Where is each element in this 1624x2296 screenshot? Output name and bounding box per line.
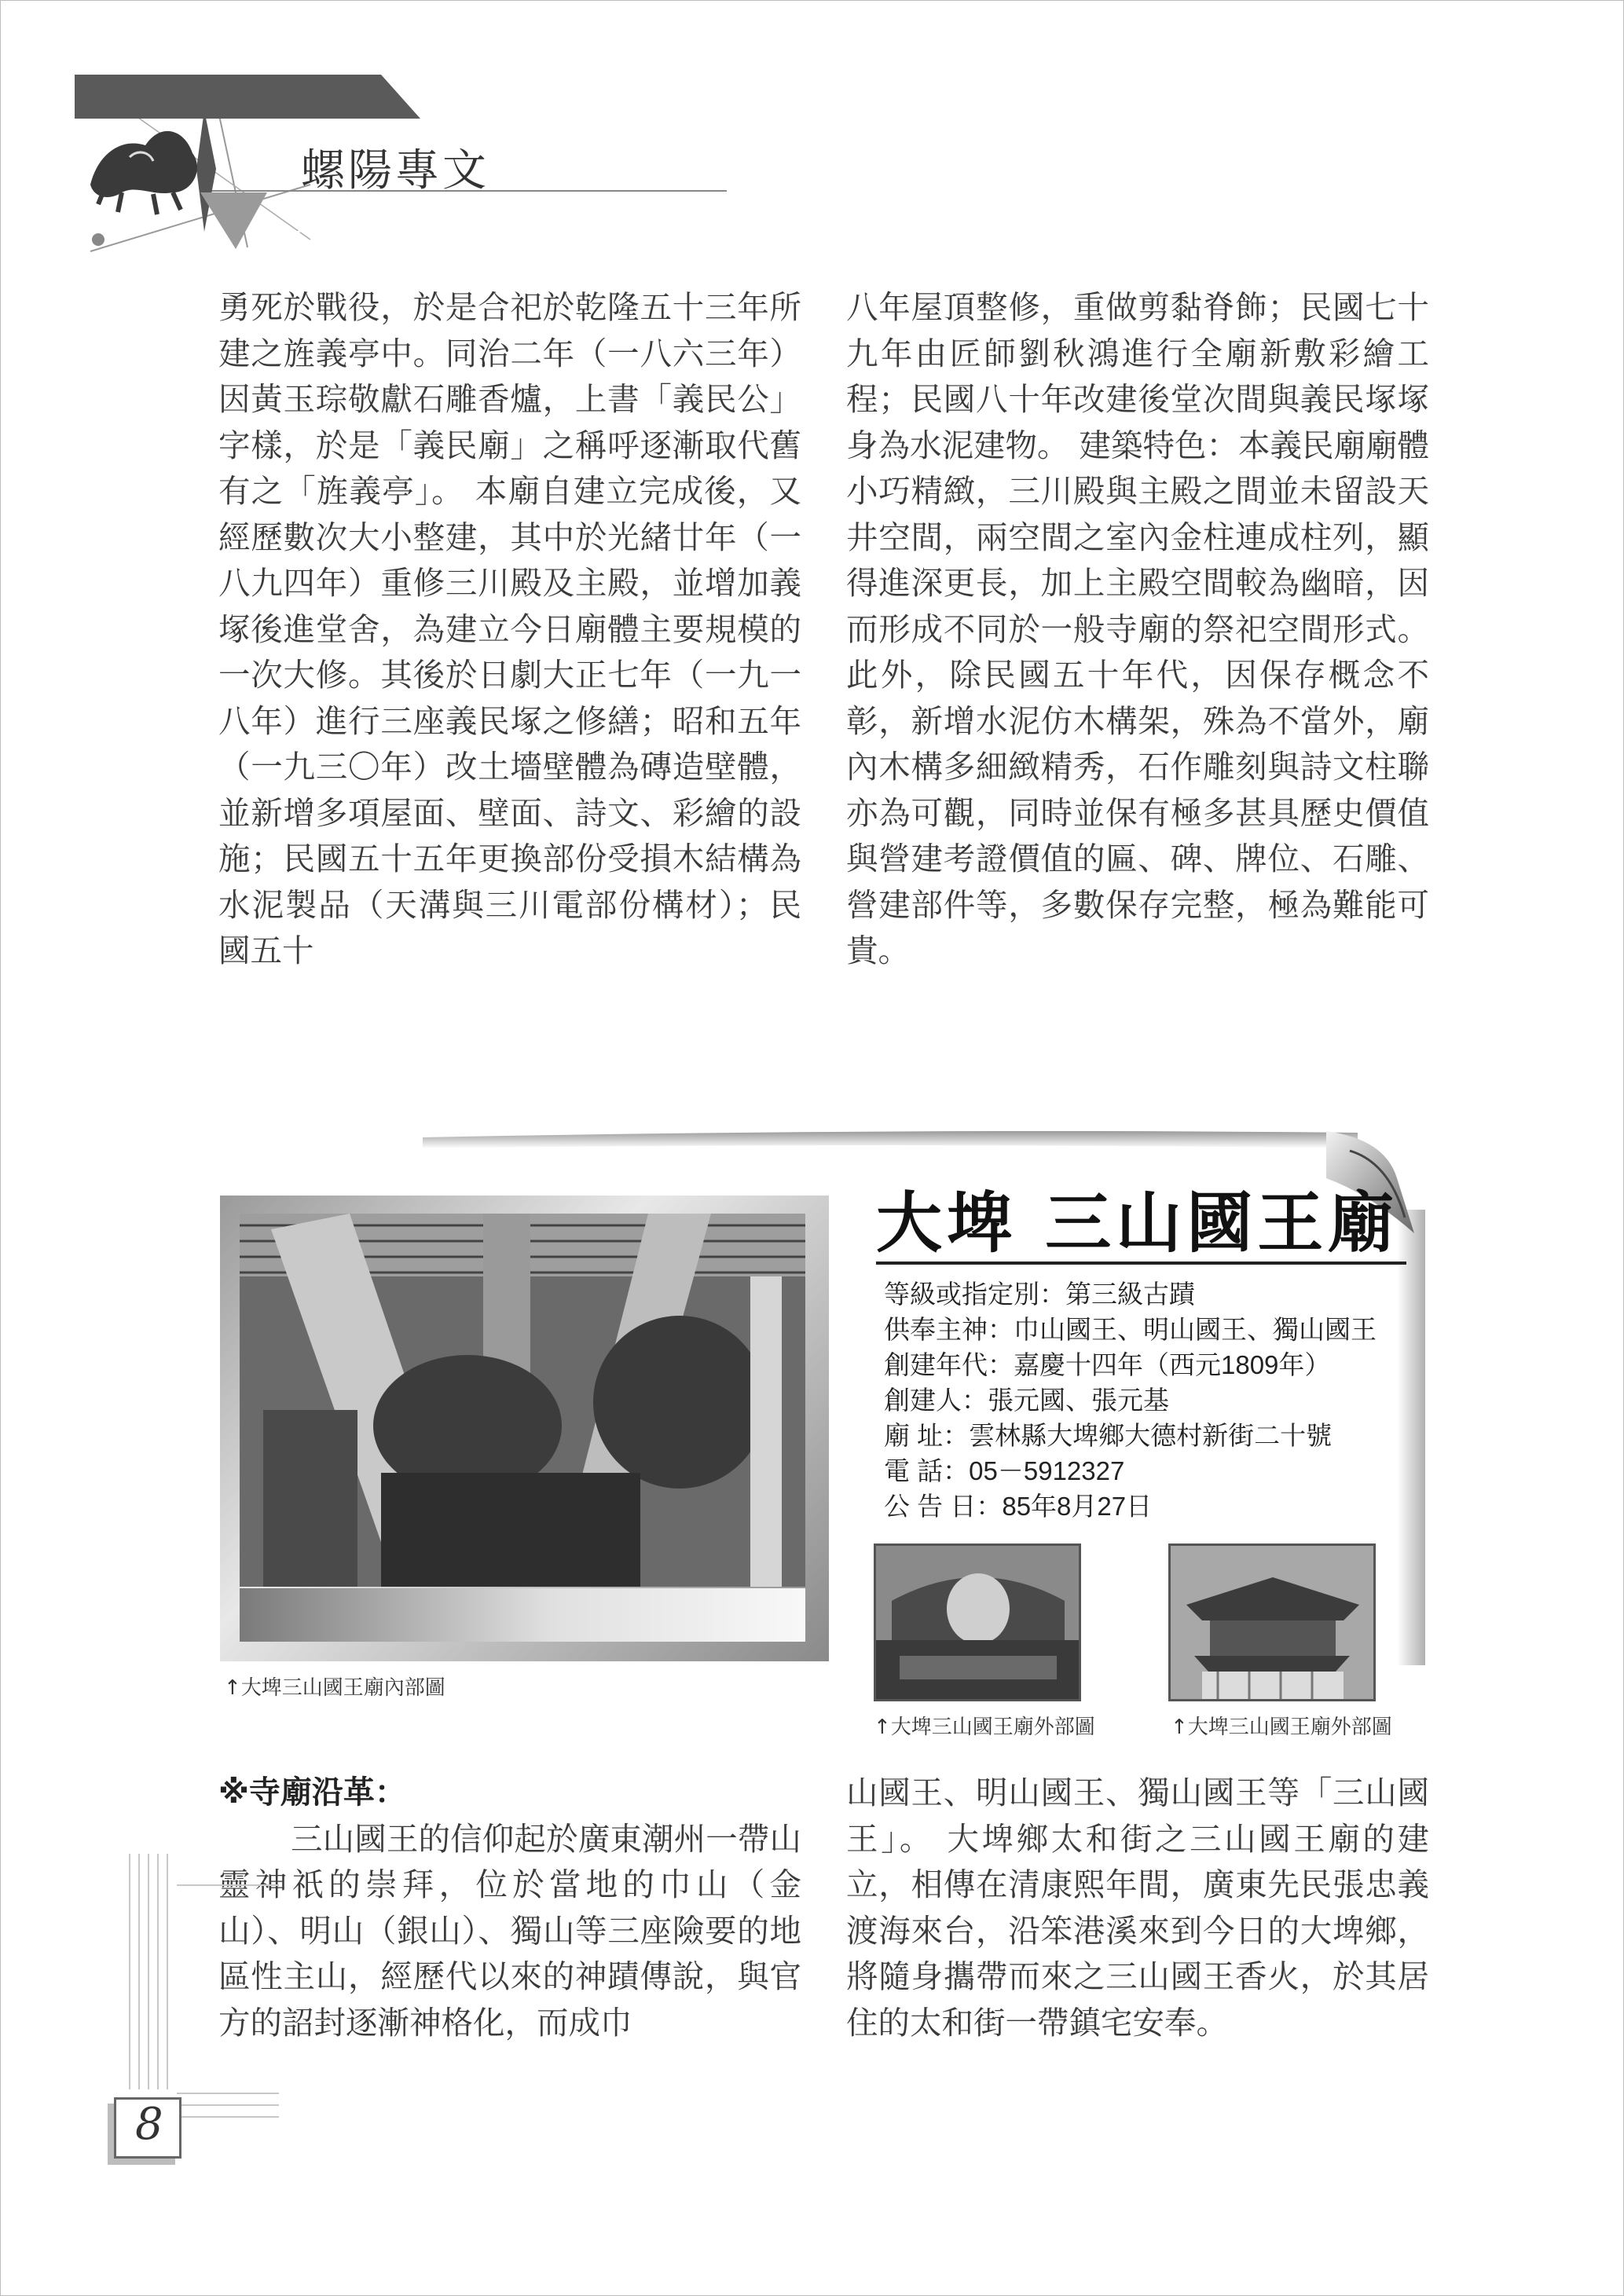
paragraph: 勇死於戰役，於是合祀於乾隆五十三年所建之旌義亭中。同治二年（一八六三年）因黃玉琮敬獻石雕香爐，上書「義民公」字樣，於是「義民廟」之稱呼逐漸取代舊有之「旌義亭」。 本廟自建立完成後，又經歷數次大小整建，其中於光緒廿年（一八九四年）重修三川殿及主殿，並增加義塚後進堂舍，為建立今日廟體主要規模的一次大修。其後於日劇大正七年（一九一八年）進行三座義民塚之修繕；昭和五年（一九三〇年）改土墻壁體為磚造壁體，並新增多項屋面、壁面、詩文、彩繪的設施；民國五十五年更換部份受損木結構為水泥製品（天溝與三川電部份構材）；民國五十: [218, 288, 801, 969]
info-deity: 供奉主神：巾山國王、明山國王、獨山國王: [884, 1315, 1377, 1344]
page-header: [75, 75, 750, 271]
bottom-text-left: [218, 1770, 801, 2045]
caption-exterior-1: ↑大埤三山國王廟外部圖: [874, 1716, 1095, 1739]
section-heading: ※寺廟沿革：: [218, 1774, 406, 1811]
info-grade: 等級或指定別：第三級古蹟: [884, 1280, 1195, 1309]
section-title: 螺陽專文: [301, 145, 489, 196]
top-text-right: [846, 284, 1429, 974]
subtitle-banner: [75, 75, 420, 119]
info-founder: 創建人：張元國、張元基: [884, 1386, 1169, 1415]
info-announce-date: 公 告 日：85年8月27日: [884, 1492, 1153, 1521]
paragraph: 山國王、明山國王、獨山國王等「三山國王」。 大埤鄉太和街之三山國王廟的建立，相傳在清康熙年間，廣東先民張忠義渡海來台，沿笨港溪來到今日的大埤鄉，將隨身攜帶而來之三山國王香火，於其居住的太和街一帶鎮宅安奉。: [846, 1774, 1429, 2041]
interior-photo-bottom-bar: [240, 1588, 805, 1642]
info-phone: 電 話：05－5912327: [884, 1456, 1125, 1485]
temple-title: 大埤 三山國王廟: [876, 1184, 1399, 1262]
info-year: 創建年代：嘉慶十四年（西元1809年）: [884, 1350, 1331, 1379]
foundation-name: 螺陽文教基金會: [295, 205, 548, 241]
interior-photo: [240, 1214, 805, 1587]
paragraph: 八年屋頂整修，重做剪黏脊飾；民國七十九年由匠師劉秋鴻進行全廟新敷彩繪工程；民國八十年改建後堂次間與義民塚塚身為水泥建物。 建築特色：本義民廟廟體小巧精緻，三川殿與主殿之間並未留設天井空間，兩空間之室內金柱連成柱列，顯得進深更長，加上主殿空間較為幽暗，因而形成不同於一般寺廟的祭祀空間形式。此外，除民國五十年代，因保存概念不彰，新增水泥仿木構架，殊為不當外，廟內木構多細緻精秀，石作雕刻與詩文柱聯亦為可觀，同時並保有極多甚具歷史價值與營建考證價值的匾、碑、牌位、石雕、營建部件等，多數保存完整，極為難能可貴。: [846, 288, 1429, 969]
exterior-photo-2: [1168, 1543, 1376, 1701]
title-divider: [876, 1262, 1406, 1265]
paragraph-text: 三山國王的信仰起於廣東潮州一帶山靈神祇的崇拜，位於當地的巾山（金山）、明山（銀山）、獨山等三座險要的地區性主山，經歷代以來的神蹟傳說，與官方的詔封逐漸神格化，而成巾: [218, 1819, 801, 2041]
decorative-lines: [122, 1854, 287, 2137]
temple-info: [884, 1276, 1377, 1524]
exterior-photo-1: [874, 1543, 1081, 1701]
caption-interior: ↑大埤三山國王廟內部圖: [224, 1676, 445, 1700]
page-number: 8: [135, 2099, 163, 2150]
paragraph: [218, 1816, 801, 2046]
bottom-text-right: [846, 1770, 1429, 2045]
info-address: 廟 址：雲林縣大埤鄉大德村新街二十號: [884, 1421, 1333, 1450]
top-text-left: [218, 284, 801, 974]
caption-exterior-2: ↑大埤三山國王廟外部圖: [1171, 1716, 1392, 1739]
